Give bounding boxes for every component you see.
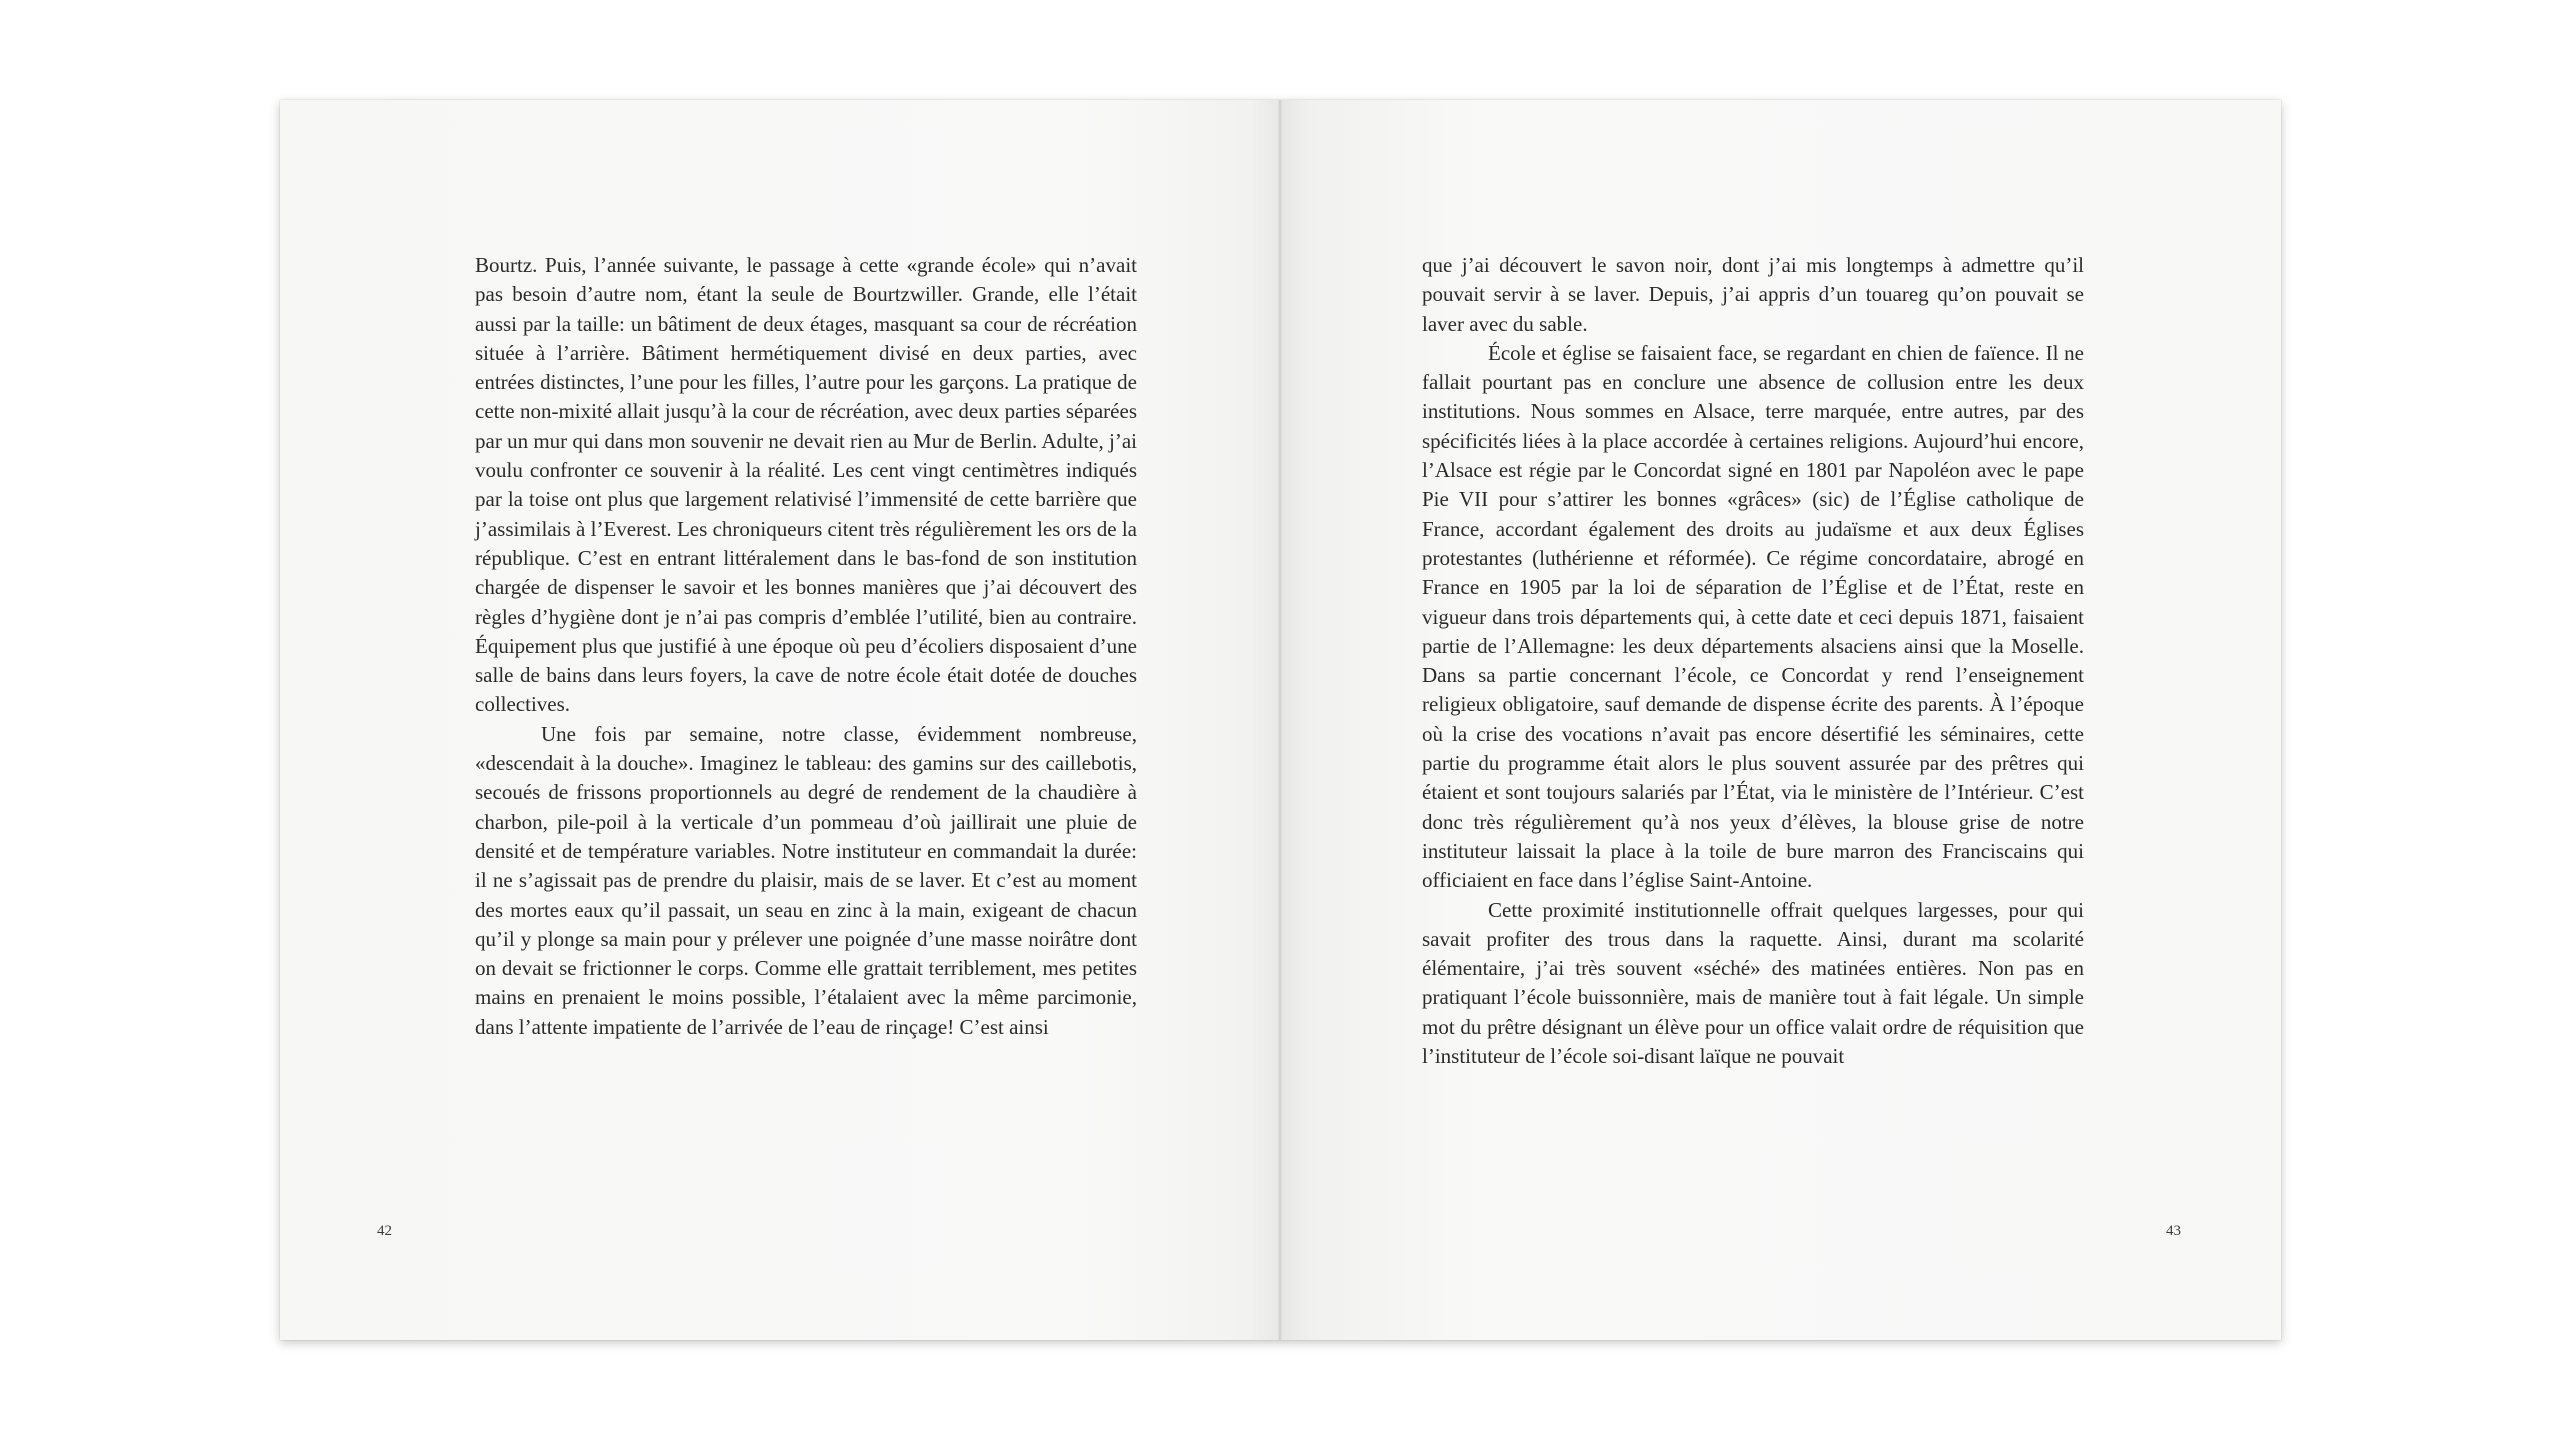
paragraph: Une fois par semaine, notre classe, évidemment nombreuse, «descendait à la douche». Imaginez le tableau: des gamins sur des caillebotis, secoués de frissons proportionnels au degré de rendement de la chaudière à charbon, pile-poil à la verticale d’un pommeau d’où jaillirait une pluie de densité et de température variables. Notre instituteur en commandait la durée: il ne s’agissait pas de prendre du plaisir, mais de se laver. Et c’est au moment des mortes eaux qu’il passait, un seau en zinc à la main, exigeant de chacun qu’il y plonge sa main pour y prélever une poignée d’une masse noirâtre dont on devait se frictionner le corps. Comme elle grattait terriblement, mes petites mains en prenaient le moins possible, l’étalaient avec la même parcimonie, dans l’attente impatiente de l’arrivée de l’eau de rinçage! C’est ainsi (475, 721, 1137, 1039)
paragraph: Cette proximité institutionnelle offrait quelques largesses, pour qui savait profiter des trous dans la raquette. Ainsi, durant ma scolarité élémentaire, j’ai très souvent «séché» des matinées entières. Non pas en pratiquant l’école buissonnière, mais de manière tout à fait légale. Un simple mot du prêtre désignant un élève pour un office valait ordre de réquisition que l’instituteur de l’école soi-disant laïque ne pouvait (1422, 897, 2084, 1069)
book-spread (280, 100, 2281, 1340)
paragraph: Bourtz. Puis, l’année suivante, le passage à cette «grande école» qui n’avait pas besoin d’autre nom, étant la seule de Bourtzwiller. Grande, elle l’était aussi par la taille: un bâtiment de deux étages, masquant sa cour de récréation située à l’arrière. Bâtiment hermétiquement divisé en deux parties, avec entrées distinctes, l’une pour les filles, l’autre pour les garçons. La pratique de cette non-mixité allait jusqu’à la cour de récréation, avec deux parties séparées par un mur qui dans mon souvenir ne devait rien au Mur de Berlin. Adulte, j’ai voulu confronter ce souvenir à la réalité. Les cent vingt centimètres indiqués par la toise ont plus que largement relativisé l’immensité de cette barrière que j’assimilais à l’Everest. Les chroniqueurs citent très régulièrement les ors de la république. C’est en entrant littéralement dans le bas-fond de son institution chargée de dispenser le savoir et les bonnes manières que j’ai découvert des règles d’hygiène dont je n’ai pas compris d’emblée l’utilité, bien au contraire. Équipement plus que justifié à une époque où peu d’écoliers disposaient d’une salle de bains dans leurs foyers, la cave de notre école était dotée de douches collectives. (475, 253, 1137, 717)
page-number-right: 43 (2166, 1223, 2181, 1239)
page-number-left: 42 (377, 1223, 392, 1239)
right-page (1280, 100, 2281, 1340)
paragraph: École et église se faisaient face, se regardant en chien de faïence. Il ne fallait pourtant pas en conclure une absence de collusion entre les deux institutions. Nous sommes en Alsace, terre marquée, entre autres, par des spécificités liées à la place accordée à certaines religions. Aujourd’hui encore, l’Alsace est régie par le Concordat signé en 1801 par Napoléon avec le pape Pie VII pour s’attirer les bonnes «grâces» (sic) de l’Église catholique de France, accordant également des droits au judaïsme et aux deux Églises protestantes (luthérienne et réformée). Ce régime concordataire, abrogé en France en 1905 par la loi de séparation de l’Église et de l’État, reste en vigueur dans trois départements qui, à cette date et ceci depuis 1871, faisaient partie de l’Allemagne: les deux départements alsaciens ainsi que la Moselle. Dans sa partie concernant l’école, ce Concordat y rend l’enseignement religieux obligatoire, sauf demande de dispense écrite des parents. À l’époque où la crise des vocations n’avait pas encore désertifié les séminaires, cette partie du programme était alors le plus souvent assurée par des prêtres qui étaient et sont toujours salariés par l’État, via le ministère de l’Intérieur. C’est donc très régulièrement qu’à nos yeux d’élèves, la blouse grise de notre instituteur laissait la place à la toile de bure marron des Franciscains qui officiaient en face dans l’église Saint-Antoine. (1422, 340, 2084, 893)
right-page-text (1422, 251, 2084, 1071)
book-gutter (1278, 100, 1282, 1340)
left-page-text (475, 251, 1137, 1042)
left-page (280, 100, 1280, 1340)
paragraph: que j’ai découvert le savon noir, dont j’ai mis longtemps à admettre qu’il pouvait servir à se laver. Depuis, j’ai appris d’un touareg qu’on pouvait se laver avec du sable. (1422, 253, 2084, 336)
